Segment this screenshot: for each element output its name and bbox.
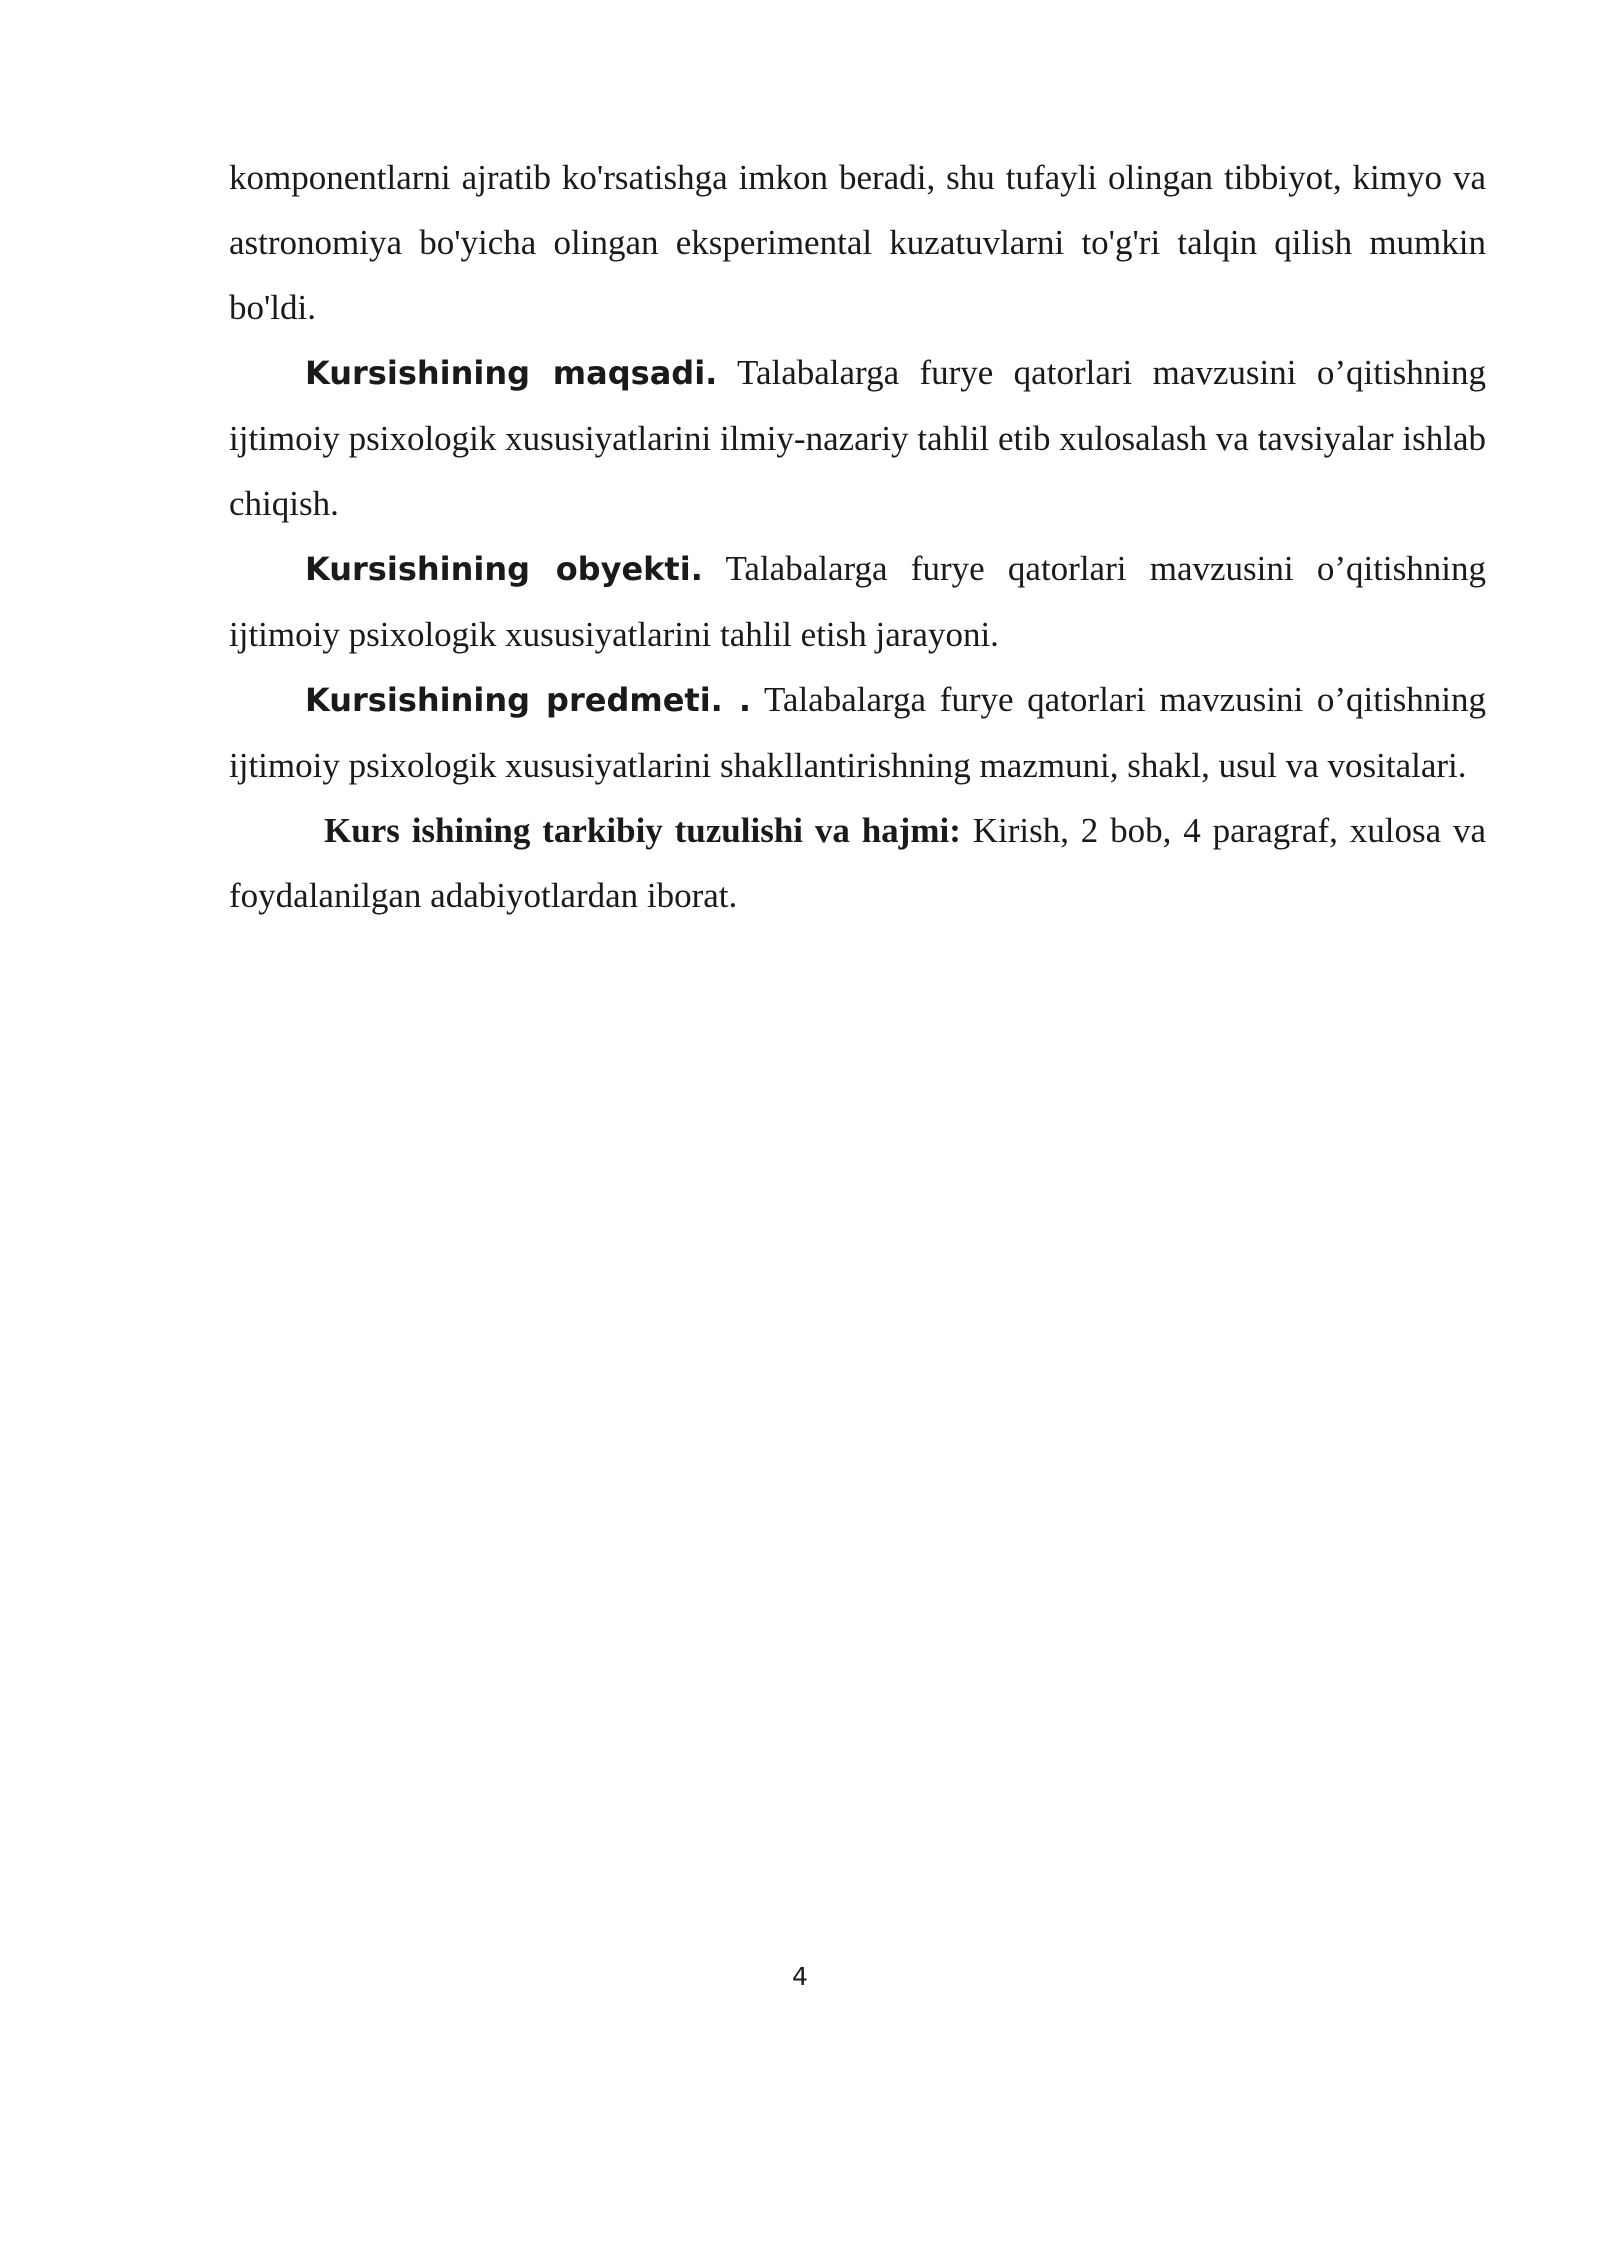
paragraph-intro-continuation (229, 145, 1486, 340)
body-text (229, 145, 1486, 928)
paragraph-purpose (229, 340, 1486, 536)
paragraph-text: komponentlarni ajratib ko'rsatishga imkon beradi, shu tufayli olingan tibbiyot, kimyo va astronomiya bo'yicha olingan eksperimental kuzatuvlarni to'g'ri talqin qilish mumkin bo'ldi. (229, 158, 1486, 327)
paragraph-structure (229, 798, 1486, 928)
paragraph-lead: Kurs ishining tarkibiy tuzulishi va hajmi: (324, 811, 961, 850)
paragraph-subject (229, 667, 1486, 798)
paragraph-text: Talabalarga furye qatorlari mavzusini o’qitishning ijtimoiy psixologik xususiyatlarini ilmiy-nazariy tahlil etib xulosalash va tavsiyalar ishlab chiqish. (229, 353, 1486, 523)
paragraph-object (229, 536, 1486, 667)
paragraph-lead: Kursishining maqsadi. (305, 354, 718, 392)
paragraph-text: Kirish, 2 bob, 4 paragraf, xulosa va foydalanilgan adabiyotlardan iborat. (229, 811, 1486, 915)
paragraph-text: Talabalarga furye qatorlari mavzusini o’qitishning ijtimoiy psixologik xususiyatlarini tahlil etish jarayoni. (229, 549, 1487, 654)
paragraph-lead: Kursishining predmeti. . (305, 681, 751, 719)
paragraph-lead: Kursishining obyekti. (305, 550, 703, 588)
page-number: 4 (792, 1962, 808, 1991)
paragraph-text: Talabalarga furye qatorlari mavzusini o’qitishning ijtimoiy psixologik xususiyatlarini shakllantirishning mazmuni, shakl, usul va vositalari. (229, 680, 1486, 785)
